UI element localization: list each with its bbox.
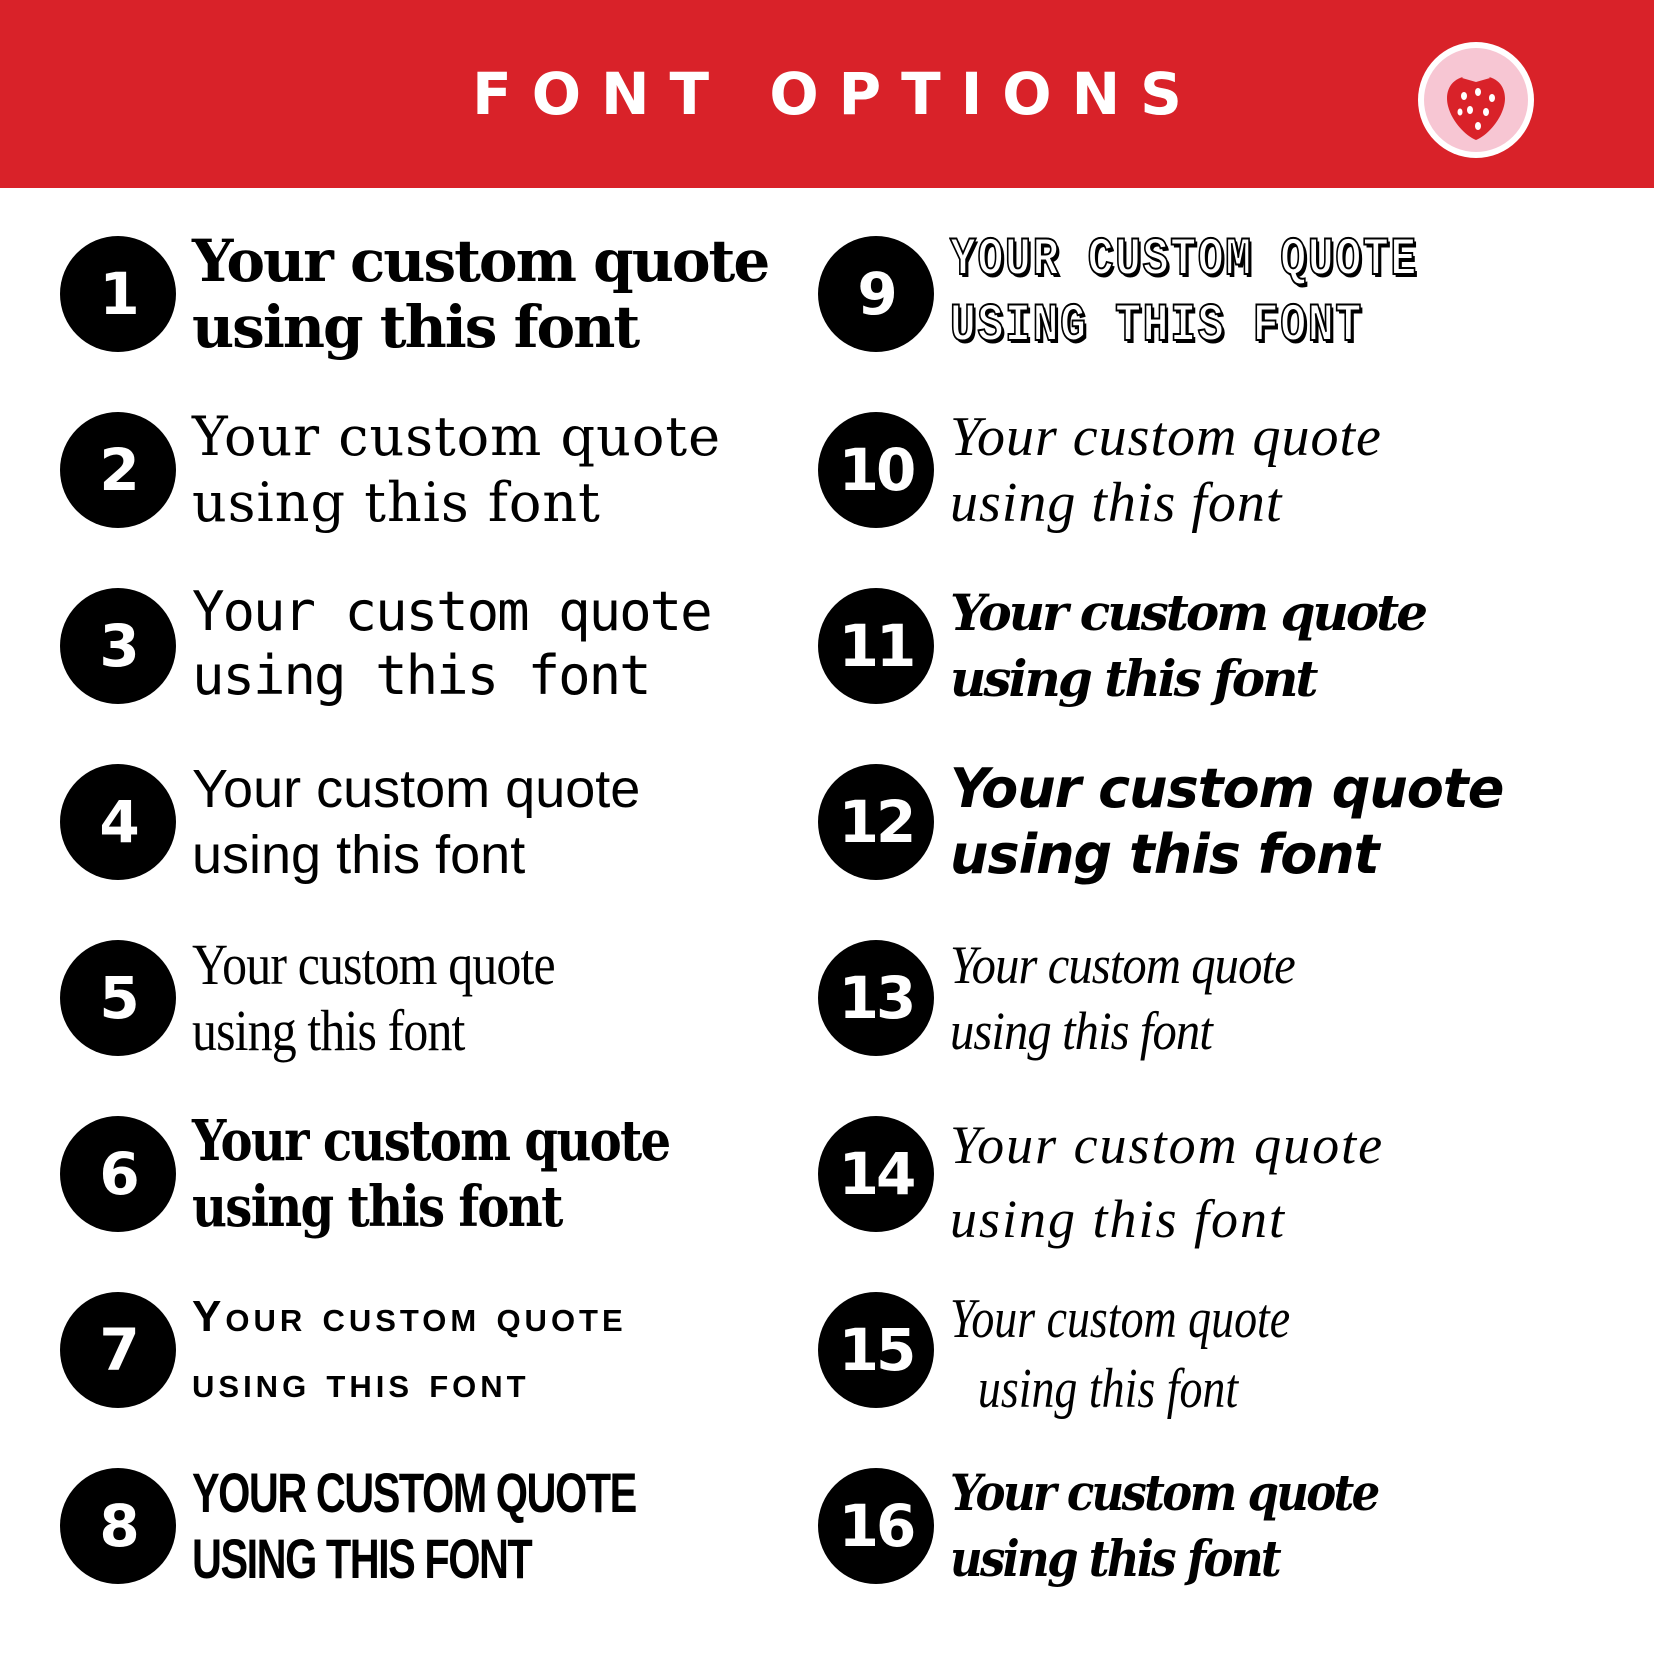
sample-line-2: USING THIS FONT xyxy=(950,296,1363,357)
option-number-badge: 9 xyxy=(818,236,934,352)
font-sample xyxy=(192,404,812,536)
sample-line-1: Your custom quote xyxy=(192,580,711,643)
font-sample xyxy=(950,932,1508,1064)
strawberry-icon xyxy=(1416,40,1536,160)
sample-line-2: using this font xyxy=(192,1358,530,1407)
sample-line-1: Your custom quote xyxy=(192,932,555,997)
option-number-badge: 8 xyxy=(60,1468,176,1584)
option-number-badge: 11 xyxy=(818,588,934,704)
font-sample xyxy=(950,756,1570,888)
sample-line-2: using this font xyxy=(950,1189,1287,1249)
sample-line-1: YOUR CUSTOM QUOTE xyxy=(950,230,1418,291)
sample-line-1: Your custom quote xyxy=(192,759,641,819)
font-sample xyxy=(950,1284,1458,1424)
font-sample xyxy=(192,1108,725,1240)
font-sample xyxy=(192,932,725,1064)
option-number-badge: 15 xyxy=(818,1292,934,1408)
option-number-badge: 16 xyxy=(818,1468,934,1584)
page-title: FONT OPTIONS xyxy=(472,60,1202,128)
sample-line-1: Your custom quote xyxy=(192,1292,627,1341)
sample-line-2: using this font xyxy=(950,823,1379,886)
header-banner xyxy=(0,0,1654,188)
sample-line-1: Your custom quote xyxy=(950,935,1295,995)
sample-line-1: YOUR CUSTOM QUOTE xyxy=(192,1461,636,1524)
sample-line-2: using this font xyxy=(950,649,1316,708)
option-number-badge: 3 xyxy=(60,588,176,704)
option-number-badge: 10 xyxy=(818,412,934,528)
sample-line-1: Your custom quote xyxy=(192,227,769,295)
option-number-badge: 14 xyxy=(818,1116,934,1232)
sample-line-2: using this font xyxy=(950,1001,1212,1061)
font-sample xyxy=(192,756,812,888)
sample-line-2: using this font xyxy=(192,825,526,885)
sample-line-1: Your custom quote xyxy=(192,1108,670,1174)
font-sample xyxy=(192,1460,651,1592)
option-number-badge: 12 xyxy=(818,764,934,880)
font-sample xyxy=(192,228,812,360)
option-number-badge: 1 xyxy=(60,236,176,352)
option-number-badge: 2 xyxy=(60,412,176,528)
sample-line-2: using this font xyxy=(192,471,601,534)
font-sample xyxy=(192,580,812,708)
sample-line-1: Your custom quote xyxy=(950,757,1504,820)
sample-line-2: using this font xyxy=(977,1358,1239,1420)
sample-line-2: using this font xyxy=(950,1529,1279,1588)
option-number-badge: 6 xyxy=(60,1116,176,1232)
font-sample xyxy=(950,580,1570,712)
sample-line-2: using this font xyxy=(192,998,465,1063)
sample-line-1: Your custom quote xyxy=(192,405,722,468)
font-sample xyxy=(950,228,1446,360)
font-sample xyxy=(950,1108,1570,1256)
sample-line-1: Your custom quote xyxy=(950,1288,1291,1350)
sample-line-2: using this font xyxy=(192,644,650,707)
sample-line-1: Your custom quote xyxy=(950,406,1382,468)
sample-line-2: USING THIS FONT xyxy=(192,1527,532,1590)
font-sample xyxy=(950,1460,1508,1592)
option-number-badge: 5 xyxy=(60,940,176,1056)
sample-line-2: using this font xyxy=(950,472,1283,534)
sample-line-1: Your custom quote xyxy=(950,583,1426,642)
option-number-badge: 7 xyxy=(60,1292,176,1408)
font-sample xyxy=(192,1284,812,1416)
sample-line-1: Your custom quote xyxy=(950,1115,1385,1175)
sample-line-2: using this font xyxy=(192,1174,562,1240)
sample-line-1: Your custom quote xyxy=(950,1463,1378,1522)
sample-line-2: using this font xyxy=(192,293,639,361)
font-sample xyxy=(950,404,1570,536)
option-number-badge: 13 xyxy=(818,940,934,1056)
option-number-badge: 4 xyxy=(60,764,176,880)
